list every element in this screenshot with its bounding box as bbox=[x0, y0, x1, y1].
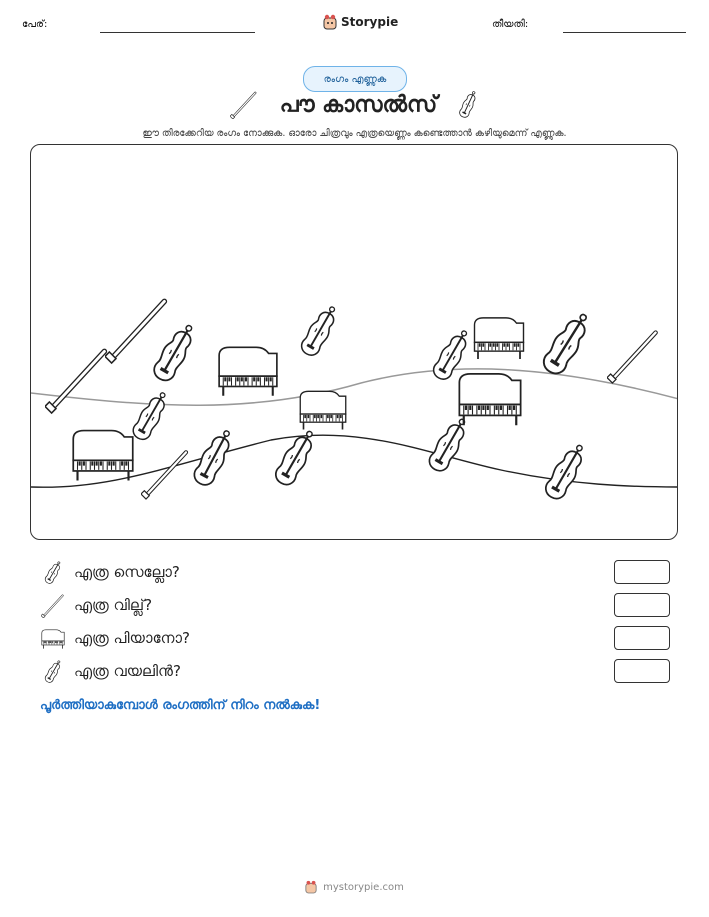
page-title: പൗ കാസൽസ് bbox=[279, 92, 438, 118]
piano-item-3 bbox=[459, 374, 520, 425]
cello-item-1 bbox=[150, 320, 200, 384]
date-field[interactable] bbox=[563, 32, 686, 33]
answer-box-violin[interactable] bbox=[614, 659, 670, 683]
question-row-piano bbox=[40, 626, 670, 652]
counting-scene bbox=[30, 144, 678, 540]
question-text: എത്ര സെല്ലോ? bbox=[74, 563, 180, 581]
question-text: എത്ര പിയാനോ? bbox=[74, 629, 190, 647]
question-text: എത്ര വില്ല്? bbox=[74, 596, 153, 614]
hill-line-back bbox=[31, 369, 678, 405]
cello-item-6 bbox=[191, 426, 238, 489]
storypie-logo bbox=[323, 14, 398, 30]
violin-icon bbox=[40, 659, 66, 685]
page-title-wrap bbox=[0, 90, 709, 120]
site-footer bbox=[0, 880, 709, 894]
color-instruction: പൂർത്തിയാകുമ്പോൾ രംഗത്തിന് നിറം നൽകുക! bbox=[40, 698, 321, 713]
instructions: ഈ തിരക്കേറിയ രംഗം നോക്കുക. ഓരോ ചിത്രവും എത്രയെണ്ണം കണ്ടെത്താൻ കഴിയുമെന്ന് എണ്ണുക. bbox=[142, 128, 567, 139]
answer-box-bow[interactable] bbox=[614, 593, 670, 617]
answer-box-piano[interactable] bbox=[614, 626, 670, 650]
answer-box-cello[interactable] bbox=[614, 560, 670, 584]
bow-icon bbox=[40, 593, 66, 619]
logo-text: Storypie bbox=[341, 15, 399, 29]
storypie-footer-icon bbox=[305, 880, 317, 894]
storypie-logo-icon bbox=[323, 14, 337, 30]
date-label: തീയതി: bbox=[492, 19, 529, 30]
cello-item-8 bbox=[426, 414, 473, 474]
cello-item-5 bbox=[130, 388, 172, 443]
name-field[interactable] bbox=[100, 32, 255, 33]
piano-icon bbox=[40, 626, 66, 652]
scene-drawing bbox=[31, 145, 678, 540]
bow-item-2 bbox=[105, 301, 164, 363]
piano-item-4 bbox=[300, 391, 346, 429]
piano-item-2 bbox=[475, 318, 524, 359]
question-row-bow bbox=[40, 593, 670, 619]
bow-item-4 bbox=[141, 452, 186, 499]
site-url[interactable]: mystorypie.com bbox=[323, 881, 404, 893]
bow-item-3 bbox=[607, 333, 656, 383]
name-label: പേര്: bbox=[22, 19, 48, 30]
piano-item-1 bbox=[219, 347, 277, 395]
question-text: എത്ര വയലിൻ? bbox=[74, 662, 181, 680]
piano-item-5 bbox=[73, 431, 133, 481]
cello-item-3 bbox=[539, 308, 595, 378]
cello-item-2 bbox=[298, 302, 342, 359]
bow-icon bbox=[230, 91, 258, 119]
cello-item-9 bbox=[542, 440, 590, 502]
violin-icon bbox=[457, 90, 479, 120]
question-row-violin bbox=[40, 659, 670, 685]
cello-icon bbox=[40, 560, 66, 586]
activity-badge: രംഗം എണ്ണുക bbox=[303, 66, 407, 92]
question-row-cello bbox=[40, 560, 670, 586]
bow-item-1 bbox=[45, 351, 104, 413]
